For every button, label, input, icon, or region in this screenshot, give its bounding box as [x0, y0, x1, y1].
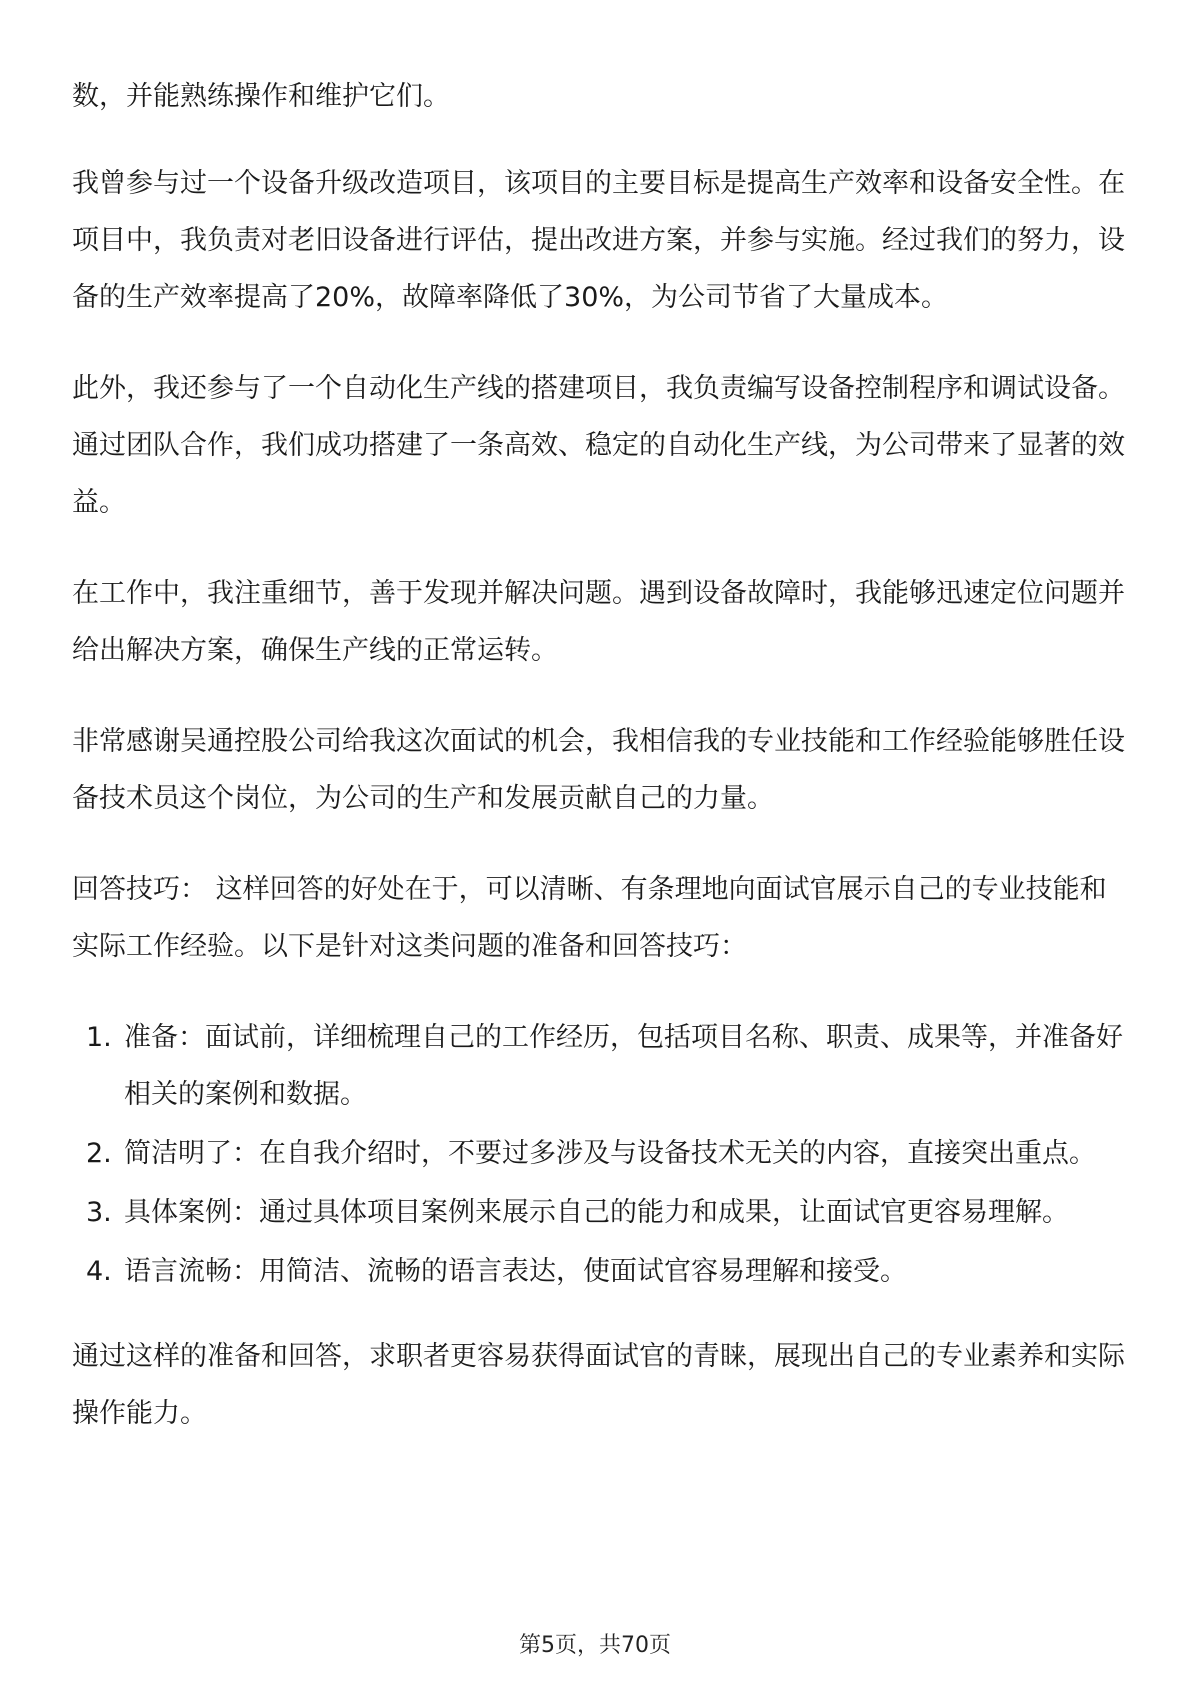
list-item-text: 准备：面试前，详细梳理自己的工作经历，包括项目名称、职责、成果等，并准备好相关的案例和数据。	[124, 1022, 1123, 1110]
paragraph-continuation: 数，并能熟练操作和维护它们。	[72, 81, 450, 112]
paragraph-automation-project: 此外，我还参与了一个自动化生产线的搭建项目，我负责编写设备控制程序和调试设备。通过团队合作，我们成功搭建了一条高效、稳定的自动化生产线，为公司带来了显著的效益。	[72, 373, 1125, 518]
list-item-text: 简洁明了：在自我介绍时，不要过多涉及与设备技术无关的内容，直接突出重点。	[124, 1138, 1096, 1169]
paragraph-work-attitude: 在工作中，我注重细节，善于发现并解决问题。遇到设备故障时，我能够迅速定位问题并给出解决方案，确保生产线的正常运转。	[72, 578, 1125, 666]
paragraph-upgrade-project: 我曾参与过一个设备升级改造项目，该项目的主要目标是提高生产效率和设备安全性。在项目中，我负责对老旧设备进行评估，提出改进方案，并参与实施。经过我们的努力，设备的生产效率提高了20%，故障率降低了30%，为公司节省了大量成本。	[72, 168, 1125, 313]
page-number: 第5页，共70页	[519, 1633, 671, 1658]
list-item-text: 具体案例：通过具体项目案例来展示自己的能力和成果，让面试官更容易理解。	[124, 1197, 1069, 1228]
list-item	[72, 1243, 1132, 1300]
list-item-number: 2.	[86, 1138, 112, 1169]
list-item	[72, 1184, 1132, 1241]
paragraph-conclusion: 通过这样的准备和回答，求职者更容易获得面试官的青睐，展现出自己的专业素养和实际操作能力。	[72, 1341, 1125, 1429]
list-item-text: 语言流畅：用简洁、流畅的语言表达，使面试官容易理解和接受。	[124, 1256, 907, 1287]
document-body	[72, 68, 1132, 1476]
tips-list	[72, 1009, 1132, 1300]
list-item	[72, 1009, 1132, 1123]
paragraph-answer-tips-intro: 回答技巧： 这样回答的好处在于，可以清晰、有条理地向面试官展示自己的专业技能和实际工作经验。以下是针对这类问题的准备和回答技巧：	[72, 874, 1107, 962]
paragraph-thanks: 非常感谢吴通控股公司给我这次面试的机会，我相信我的专业技能和工作经验能够胜任设备技术员这个岗位，为公司的生产和发展贡献自己的力量。	[72, 726, 1125, 814]
list-item-number: 3.	[86, 1197, 112, 1228]
list-item-number: 1.	[86, 1022, 112, 1053]
list-item-number: 4.	[86, 1256, 112, 1287]
list-item	[72, 1125, 1132, 1182]
